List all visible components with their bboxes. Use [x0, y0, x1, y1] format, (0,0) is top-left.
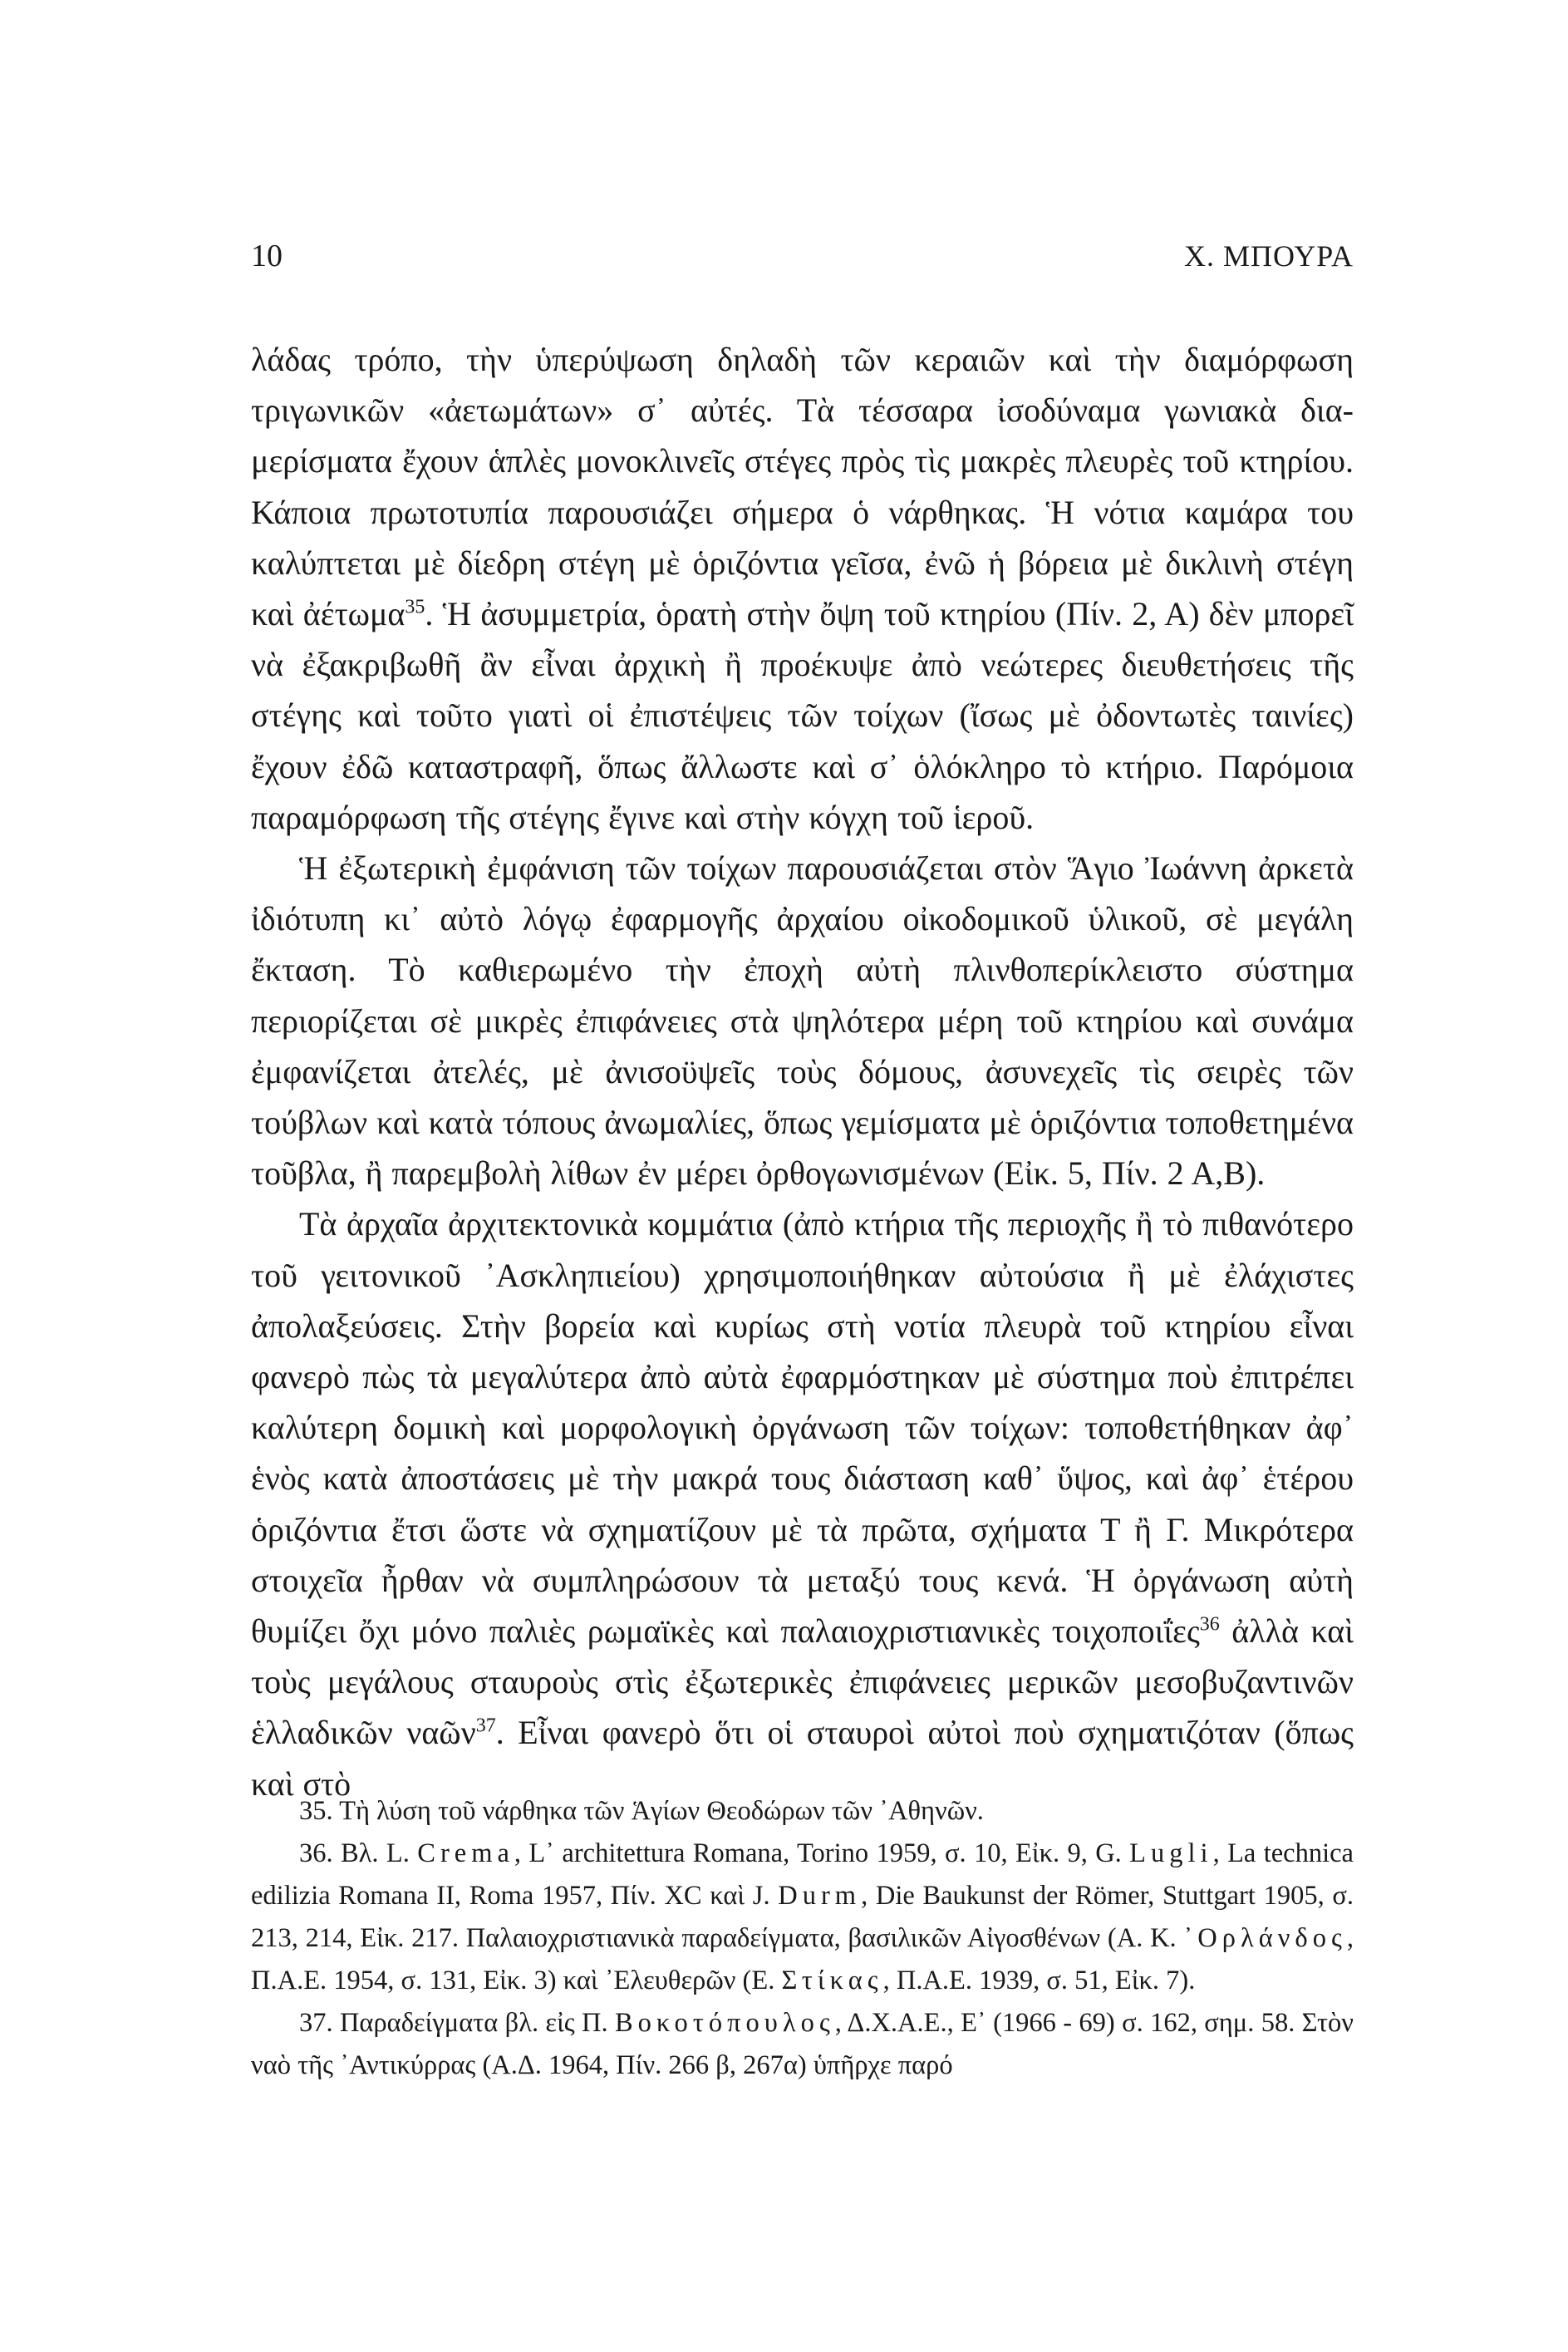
paragraph-1-text-a: λάδας τρόπο, τὴν ὑπερύψωση δηλαδὴ τῶν κεραιῶν καὶ τὴν διαμόρφωση τριγωνικῶν «ἀετωμάτων» σ᾿ αὐτές. Τὰ τέσσαρα ἰσοδύναμα γωνιακὰ διαμερίσματα ἔχουν ἁπλὲς μονοκλινεῖς στέγες πρὸς τὶς μακρὲς πλευρὲς τοῦ κτηρίου. Κάποια πρωτοτυπία παρουσιάζει σήμερα ὁ νάρθηκας. Ἡ νότια καμάρα του καλύπτεται μὲ δίεδρη στέγη μὲ ὁριζόντια γεῖσα, ἐνῶ ἡ βόρεια μὲ δικλινὴ στέγη καὶ ἀέτωμα	[251, 341, 1354, 633]
footnote-37	[251, 2002, 1354, 2087]
footnote-35: 35. Τὴ λύση τοῦ νάρθηκα τῶν Ἁγίων Θεοδώρων τῶν ᾿Αθηνῶν.	[299, 1796, 984, 1826]
footnote-36-text: , L᾿ architettura Romana, Torino 1959, σ. 10, Εἰκ. 9, G.	[514, 1838, 1130, 1868]
footnote-36-text: , Π.Α.Ε. 1939, σ. 51, Εἰκ. 7).	[882, 1966, 1196, 1995]
footnote-37-author: Βοκοτόπουλος	[614, 2008, 835, 2038]
paragraph-3-text-c: . Εἶναι φανερὸ ὅτι οἱ σταυροὶ αὐτοὶ ποὺ σχηματιζόταν (ὅπως καὶ στὸ	[251, 1714, 1354, 1803]
footnote-37-text: , Δ.Χ.Α.Ε., Ε᾿ (1966 - 69) σ. 162, σημ. 58. Στὸν ναὸ τῆς ᾿Αντικύρρας (Α.Δ. 1964, Πίν. 266 β, 267α) ὑπῆρχε παρό	[251, 2008, 1354, 2080]
footnote-36-author: Crema	[417, 1838, 514, 1868]
footnote-36-author: ᾿Ορλάνδος	[1183, 1923, 1347, 1953]
footnote-36-author: Lugli	[1129, 1838, 1213, 1868]
paragraph-1-text-b: . Ἡ ἀσυμμετρία, ὁρατὴ στὴν ὄψη τοῦ κτηρίου (Πίν. 2, Α) δὲν μπορεῖ νὰ ἐξακριβωθῆ ἂν εἶναι ἀρχικὴ ἢ προέκυψε ἀπὸ νεώτερες διευθετήσεις τῆς στέγης καὶ τοῦτο γιατὶ οἱ ἐπιστέψεις τῶν τοίχων (ἴσως μὲ ὀδοντωτὲς ταινίες) ἔχουν ἐδῶ καταστραφῆ, ὅπως ἄλλωστε καὶ σ᾿ ὁλόκληρο τὸ κτήριο. Παρόμοια παραμόρφωση τῆς στέγης ἔγινε καὶ στὴν κόγχη τοῦ ἱεροῦ.	[251, 595, 1354, 836]
footnote-36	[251, 1833, 1354, 2002]
footnote-ref-37[interactable]: 37	[475, 1715, 496, 1738]
footnote-37-text: 37. Παραδείγματα βλ. εἰς Π.	[299, 2008, 615, 2038]
footnote-36-text: 36. Βλ. L.	[299, 1838, 418, 1868]
footnote-ref-35[interactable]: 35	[405, 596, 425, 618]
footnote-36-author: Στίκας	[781, 1966, 883, 1995]
footnote-36-text: , La technica edilizia Romana II, Roma 1957, Πίν. XC καὶ J.	[251, 1838, 1354, 1911]
paragraph-1	[251, 334, 1354, 843]
page-number: 10	[251, 239, 283, 273]
footnote-36-text: , Π.Α.Ε. 1954, σ. 131, Εἰκ. 3) καὶ ᾿Ελευθερῶν (Ε.	[251, 1923, 1354, 1995]
running-head-author: Χ. ΜΠΟΥΡΑ	[1184, 239, 1354, 273]
paragraph-3-text-a: Τὰ ἀρχαῖα ἀρχιτεκτονικὰ κομμάτια (ἀπὸ κτήρια τῆς περιοχῆς ἢ τὸ πιθανότερο τοῦ γειτονικοῦ ᾿Ασκληπιείου) χρησιμοποιήθηκαν αὐτούσια ἢ μὲ ἐλάχιστες ἀπολαξεύσεις. Στὴν βορεία καὶ κυρίως στὴ νοτία πλευρὰ τοῦ κτηρίου εἶναι φανερὸ πὼς τὰ μεγαλύτερα ἀπὸ αὐτὰ ἐφαρμόστηκαν μὲ σύστημα ποὺ ἐπιτρέπει καλύτερη δομικὴ καὶ μορφολογικὴ ὀργάνωση τῶν τοίχων: τοποθετήθηκαν ἀφ᾿ ἑνὸς κατὰ ἀποστάσεις μὲ τὴν μακρά τους διάσταση καθ᾿ ὕψος, καὶ ἀφ᾿ ἑτέρου ὁριζόντια ἔτσι ὥστε νὰ σχηματίζουν μὲ τὰ πρῶτα, σχήματα Τ ἢ Γ. Μικρότερα στοιχεῖα ἦρθαν νὰ συμπληρώσουν τὰ μεταξύ τους κενά. Ἡ ὀργάνωση αὐτὴ θυμίζει ὄχι μόνο παλιὲς ρωμαϊκὲς καὶ παλαιοχριστιανικὲς τοιχοποιΐες	[251, 1205, 1354, 1651]
paragraph-3-text-b: ἀλλὰ καὶ τοὺς μεγάλους σταυροὺς στὶς ἐξωτερικὲς ἐπιφάνειες μερικῶν μεσοβυζαντινῶν ἑλλαδικῶν ναῶν	[251, 1612, 1354, 1752]
page-header	[251, 235, 1354, 277]
footnote-ref-36[interactable]: 36	[1199, 1613, 1220, 1636]
paragraph-2: Ἡ ἐξωτερικὴ ἐμφάνιση τῶν τοίχων παρουσιάζεται στὸν Ἅγιο Ἰωάννη ἀρκετὰ ἰδιότυπη κι᾿ αὐτὸ λόγῳ ἐφαρμογῆς ἀρχαίου οἰκοδομικοῦ ὑλικοῦ, σὲ μεγάλη ἔκταση. Τὸ καθιερωμένο τὴν ἐποχὴ αὐτὴ πλινθοπερίκλειστο σύστημα περιορίζεται σὲ μικρὲς ἐπιφάνειες στὰ ψηλότερα μέρη τοῦ κτηρίου καὶ συνάμα ἐμφανίζεται ἀτελές, μὲ ἀνισοϋψεῖς τοὺς δόμους, ἀσυνεχεῖς τὶς σειρὲς τῶν τούβλων καὶ κατὰ τόπους ἀνωμαλίες, ὅπως γεμίσματα μὲ ὁριζόντια τοποθετημένα τοῦβλα, ἢ παρεμβολὴ λίθων ἐν μέρει ὀρθογωνισμένων (Εἰκ. 5, Πίν. 2 Α,Β).	[251, 849, 1354, 1193]
paragraph-3	[251, 1198, 1354, 1808]
footnote-36-text: , Die Baukunst der Römer, Stuttgart 1905, σ. 213, 214, Εἰκ. 217. Παλαιοχριστιανικὰ παραδείγματα, βασιλικῶν Αἰγοσθένων (Α. Κ.	[251, 1881, 1354, 1953]
body-text	[251, 334, 1354, 1809]
footnote-36-author: Durm	[778, 1881, 862, 1911]
footnotes	[251, 1790, 1354, 2087]
